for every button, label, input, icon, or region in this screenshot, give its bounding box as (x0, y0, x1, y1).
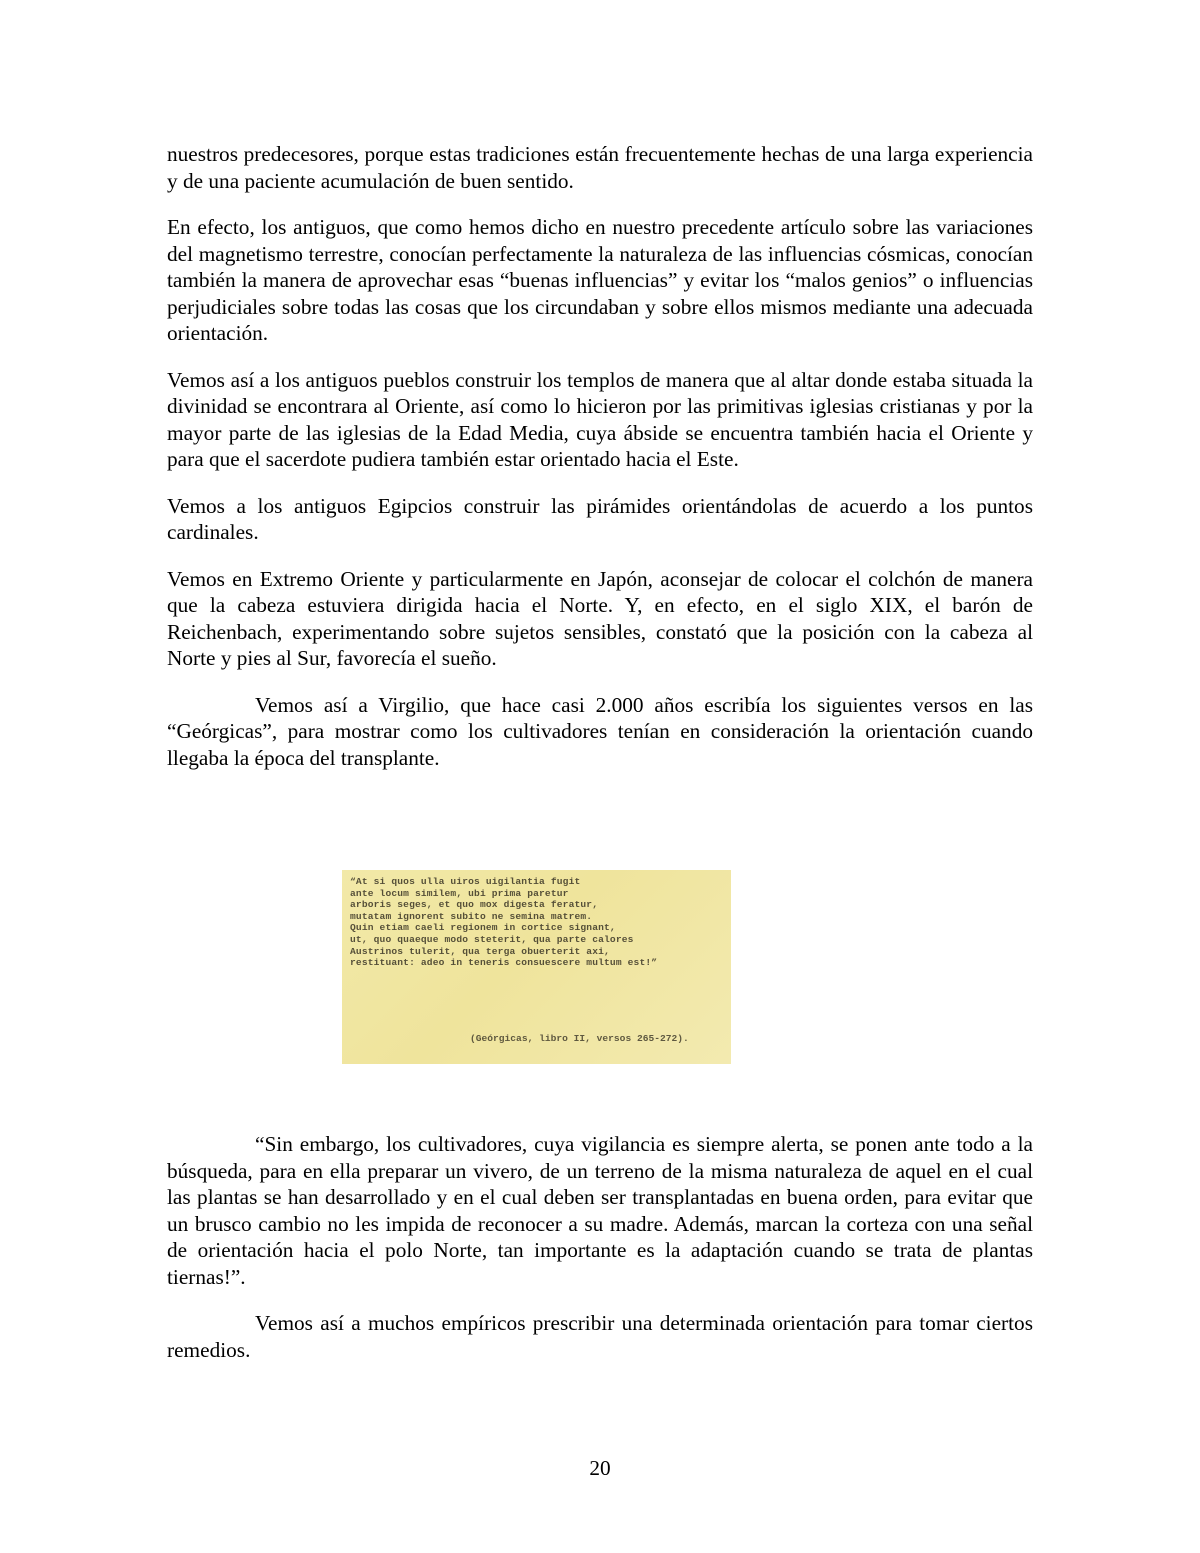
paragraph-ancient-influences: En efecto, los antiguos, que como hemos dicho en nuestro precedente artículo sobre las variaciones del magnetismo terrestre, conocían perfectamente la naturaleza de las influencias cósmicas, conocían también la manera de aprovechar esas “buenas influencias” y evitar los “malos genios” o influencias perjudiciales sobre todas las cosas que los circundaban y sobre ellos mismos mediante una adecuada orientación. (167, 215, 1033, 345)
verse-line: restituant: adeo in teneris consuescere multum est!” (350, 957, 658, 969)
page-body-upper (167, 141, 1033, 791)
paragraph-temples: Vemos así a los antiguos pueblos construir los templos de manera que al altar donde estaba situada la divinidad se encontrara al Oriente, así como lo hicieron por las primitivas iglesias cristianas y por la mayor parte de las iglesias de la Edad Media, cuya ábside se encuentra también hacia el Oriente y para que el sacerdote pudiera también estar orientado hacia el Este. (167, 367, 1033, 471)
verse-citation: (Geórgicas, libro II, versos 265-272). (470, 1033, 689, 1044)
verse-line: “At si quos ulla uiros uigilantia fugit (350, 876, 581, 887)
paragraph-virgil: Vemos así a Virgilio, que hace casi 2.000 años escribía los siguientes versos en las “Geórgicas”, para mostrar como los cultivadores tenían en consideración la orientación cuando llegaba la época del transplante. (167, 692, 1033, 770)
page-number: 20 (589, 1456, 611, 1480)
georgics-quote-image (342, 870, 731, 1064)
paragraph-predecessors: nuestros predecesores, porque estas tradiciones están frecuentemente hechas de una larga experiencia y de una paciente acumulación de buen sentido. (167, 142, 1033, 193)
paragraph-egyptians: Vemos a los antiguos Egipcios construir las pirámides orientándolas de acuerdo a los puntos cardinales. (167, 493, 1033, 544)
verse-line: ut, quo quaeque modo steterit, qua parte calores (350, 933, 634, 945)
paragraph-empirics: Vemos así a muchos empíricos prescribir una determinada orientación para tomar ciertos remedios. (167, 1311, 1033, 1362)
page-body-lower (167, 1131, 1033, 1383)
verse-line: mutatam ignorent subito ne semina matrem. (350, 910, 593, 922)
verse-line: Austrinos tulerit, qua terga obuerterit axi, (350, 945, 610, 957)
paragraph-japan: Vemos en Extremo Oriente y particularmente en Japón, aconsejar de colocar el colchón de manera que la cabeza estuviera dirigida hacia el Norte. Y, en efecto, en el siglo XIX, el barón de Reichenbach, experimentando sobre sujetos sensibles, constató que la posición con la cabeza al Norte y pies al Sur, favorecía el sueño. (167, 566, 1033, 670)
verse-line: Quin etiam caeli regionem in cortice signant, (350, 922, 616, 934)
verse-line: arboris seges, et quo mox digesta feratur, (350, 899, 599, 911)
paragraph-translation: “Sin embargo, los cultivadores, cuya vigilancia es siempre alerta, se ponen ante todo a la búsqueda, para en ella preparar un vivero, de un terreno de la misma naturaleza de aquel en el cual las plantas se han desarrollado y en el cual deben ser transplantadas en buena orden, para evitar que un brusco cambio no les impida de reconocer a su madre. Además, marcan la corteza con una señal de orientación hacia el polo Norte, tan importante es la adaptación cuando se trata de plantas tiernas!”. (167, 1132, 1033, 1289)
verse-line: ante locum similem, ubi prima paretur (350, 887, 569, 899)
